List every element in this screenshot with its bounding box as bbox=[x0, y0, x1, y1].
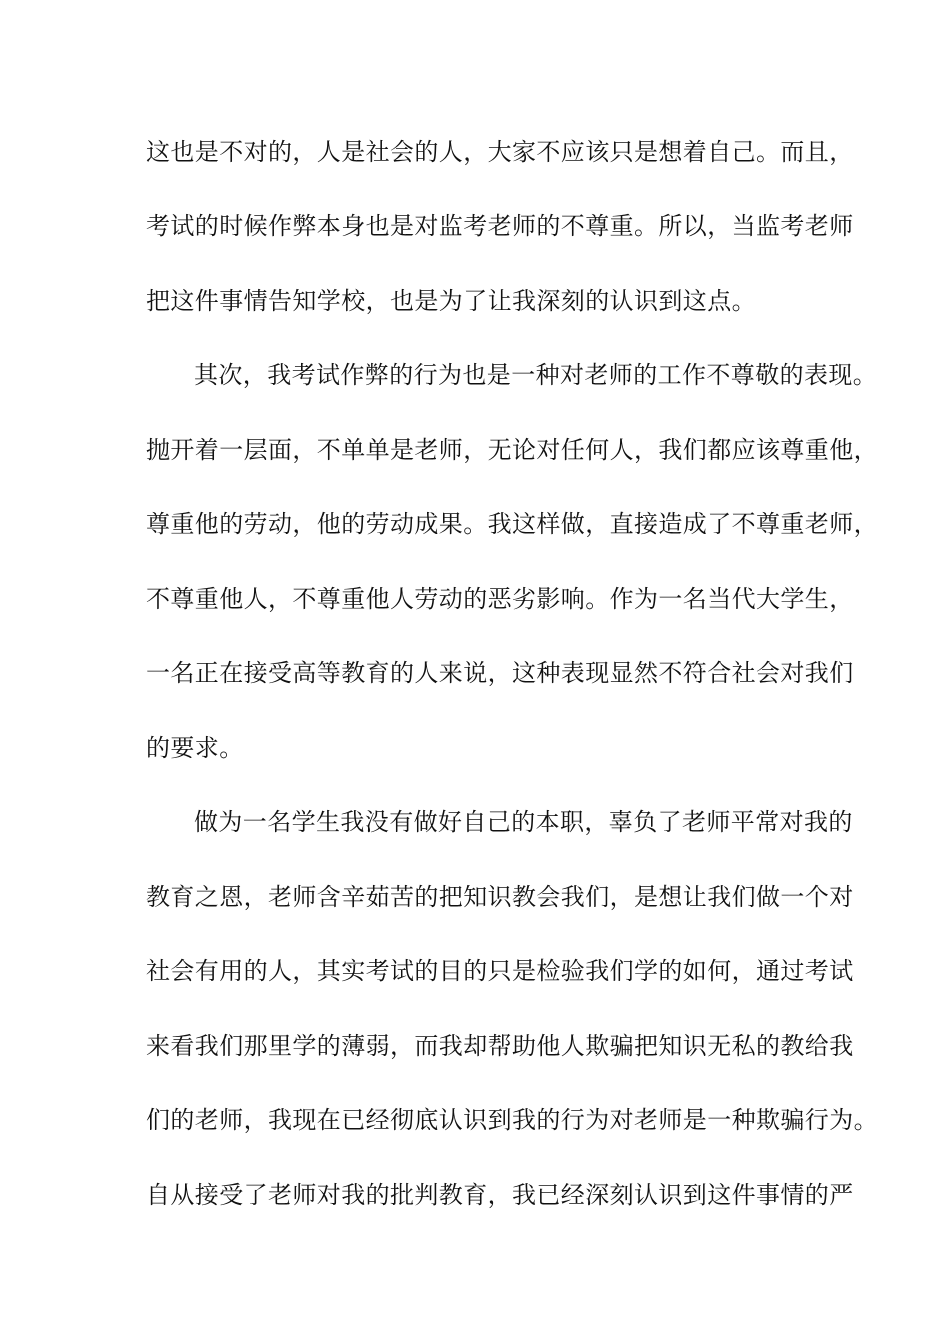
text-line: 这也是不对的，人是社会的人，大家不应该只是想着自己。而且， bbox=[146, 138, 854, 166]
text-line: 来看我们那里学的薄弱，而我却帮助他人欺骗把知识无私的教给我 bbox=[146, 1032, 854, 1060]
text-line: 教育之恩，老师含辛茹苦的把知识教会我们，是想让我们做一个对 bbox=[146, 883, 854, 911]
text-line: 抛开着一层面，不单单是老师，无论对任何人，我们都应该尊重他， bbox=[146, 436, 878, 464]
text-line: 尊重他的劳动，他的劳动成果。我这样做，直接造成了不尊重老师， bbox=[146, 510, 878, 538]
paragraph-first-line: 做为一名学生我没有做好自己的本职，辜负了老师平常对我的 bbox=[194, 808, 853, 836]
paragraph-first-line: 其次，我考试作弊的行为也是一种对老师的工作不尊敬的表现。 bbox=[194, 361, 878, 389]
text-line: 们的老师，我现在已经彻底认识到我的行为对老师是一种欺骗行为。 bbox=[146, 1106, 878, 1134]
text-line: 自从接受了老师对我的批判教育，我已经深刻认识到这件事情的严 bbox=[146, 1181, 854, 1209]
text-line: 把这件事情告知学校，也是为了让我深刻的认识到这点。 bbox=[146, 287, 756, 315]
text-line: 社会有用的人，其实考试的目的只是检验我们学的如何，通过考试 bbox=[146, 957, 854, 985]
text-line: 一名正在接受高等教育的人来说，这种表现显然不符合社会对我们 bbox=[146, 659, 854, 687]
text-line: 考试的时候作弊本身也是对监考老师的不尊重。所以，当监考老师 bbox=[146, 212, 854, 240]
text-line: 的要求。 bbox=[146, 734, 244, 762]
text-line: 不尊重他人，不尊重他人劳动的恶劣影响。作为一名当代大学生， bbox=[146, 585, 854, 613]
